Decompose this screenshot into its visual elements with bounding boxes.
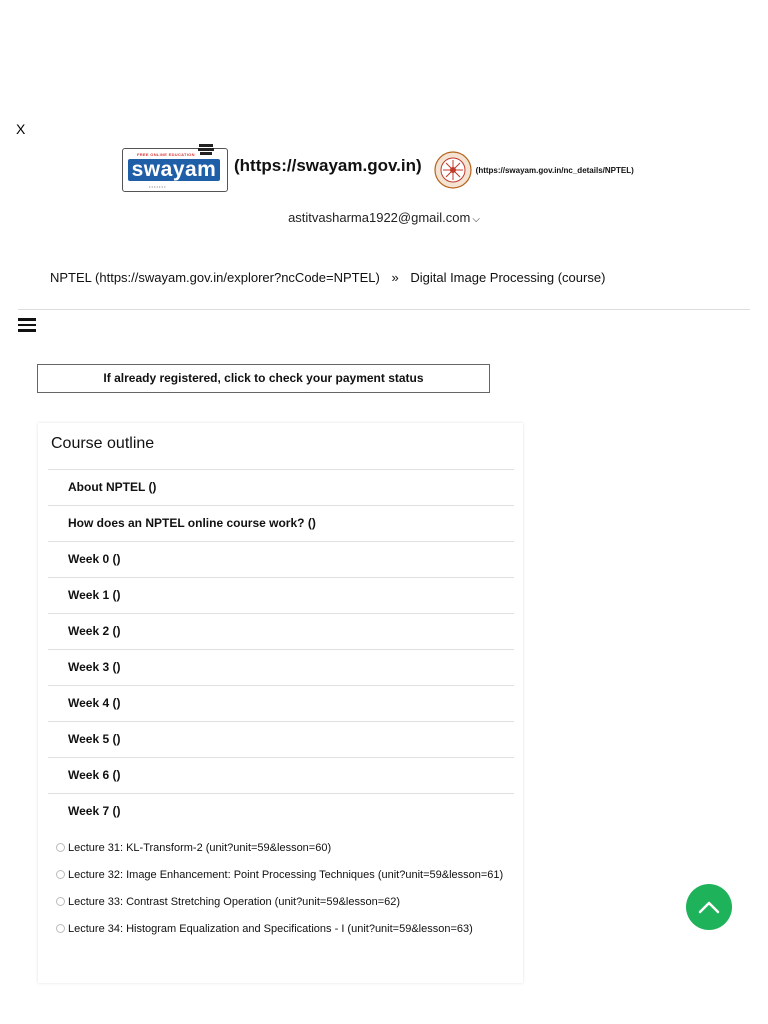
course-outline-list <box>48 469 514 829</box>
swayam-logo-tag: FREE ONLINE EDUCATION <box>137 152 195 157</box>
swayam-logo-word: swayam <box>128 159 220 181</box>
swayam-home-link[interactable]: (https://swayam.gov.in) <box>234 156 422 175</box>
lesson-link[interactable] <box>56 916 526 943</box>
nptel-logo[interactable] <box>434 151 472 189</box>
outline-item-how-course-works[interactable]: How does an NPTEL online course work? () <box>48 505 514 541</box>
lesson-link[interactable] <box>56 889 526 916</box>
chevron-down-icon: ⌵ <box>472 214 480 225</box>
outline-item-week-4[interactable]: Week 4 () <box>48 685 514 721</box>
week-7-lesson-list <box>56 835 526 943</box>
outline-item-week-0[interactable]: Week 0 () <box>48 541 514 577</box>
lesson-label: Lecture 32: Image Enhancement: Point Processing Techniques (unit?unit=59&lesson=61) <box>68 869 504 881</box>
outline-item-week-2[interactable]: Week 2 () <box>48 613 514 649</box>
scroll-to-top-button[interactable] <box>686 884 732 930</box>
outline-item-week-5[interactable]: Week 5 () <box>48 721 514 757</box>
breadcrumb-separator: » <box>391 270 399 285</box>
lesson-status-icon <box>56 924 65 933</box>
outline-item-week-7[interactable]: Week 7 () <box>48 793 514 829</box>
header-divider <box>18 309 750 310</box>
breadcrumb <box>50 270 605 285</box>
outline-item-week-1[interactable]: Week 1 () <box>48 577 514 613</box>
lesson-status-icon <box>56 870 65 879</box>
lesson-label: Lecture 31: KL-Transform-2 (unit?unit=59&lesson=60) <box>68 842 332 854</box>
course-outline-panel <box>38 423 523 983</box>
nptel-details-link[interactable]: (https://swayam.gov.in/nc_details/NPTEL) <box>475 165 634 175</box>
close-button[interactable]: X <box>16 121 26 137</box>
lesson-status-icon <box>56 843 65 852</box>
lesson-link[interactable] <box>56 862 526 889</box>
header-logos <box>122 146 652 194</box>
outline-item-week-6[interactable]: Week 6 () <box>48 757 514 793</box>
user-account-menu[interactable] <box>0 210 768 225</box>
swayam-logo-subtag: • • • • • • • <box>149 184 166 189</box>
lesson-label: Lecture 34: Histogram Equalization and Specifications - I (unit?unit=59&lesson=63) <box>68 923 473 935</box>
outline-item-week-3[interactable]: Week 3 () <box>48 649 514 685</box>
payment-status-button[interactable]: If already registered, click to check your payment status <box>37 364 490 393</box>
breadcrumb-current: Digital Image Processing (course) <box>410 270 606 285</box>
outline-item-about-nptel[interactable]: About NPTEL () <box>48 469 514 505</box>
lesson-link[interactable] <box>56 835 526 862</box>
chevron-up-icon <box>697 896 721 918</box>
hamburger-icon[interactable] <box>18 318 36 332</box>
user-email: astitvasharma1922@gmail.com <box>288 210 471 225</box>
course-outline-title: Course outline <box>51 435 155 452</box>
breadcrumb-nptel-link[interactable]: NPTEL (https://swayam.gov.in/explorer?ncCode=NPTEL) <box>50 270 380 285</box>
lesson-label: Lecture 33: Contrast Stretching Operation (unit?unit=59&lesson=62) <box>68 896 401 908</box>
swayam-logo[interactable] <box>122 148 228 192</box>
lesson-status-icon <box>56 897 65 906</box>
graduation-cap-icon <box>197 143 215 157</box>
